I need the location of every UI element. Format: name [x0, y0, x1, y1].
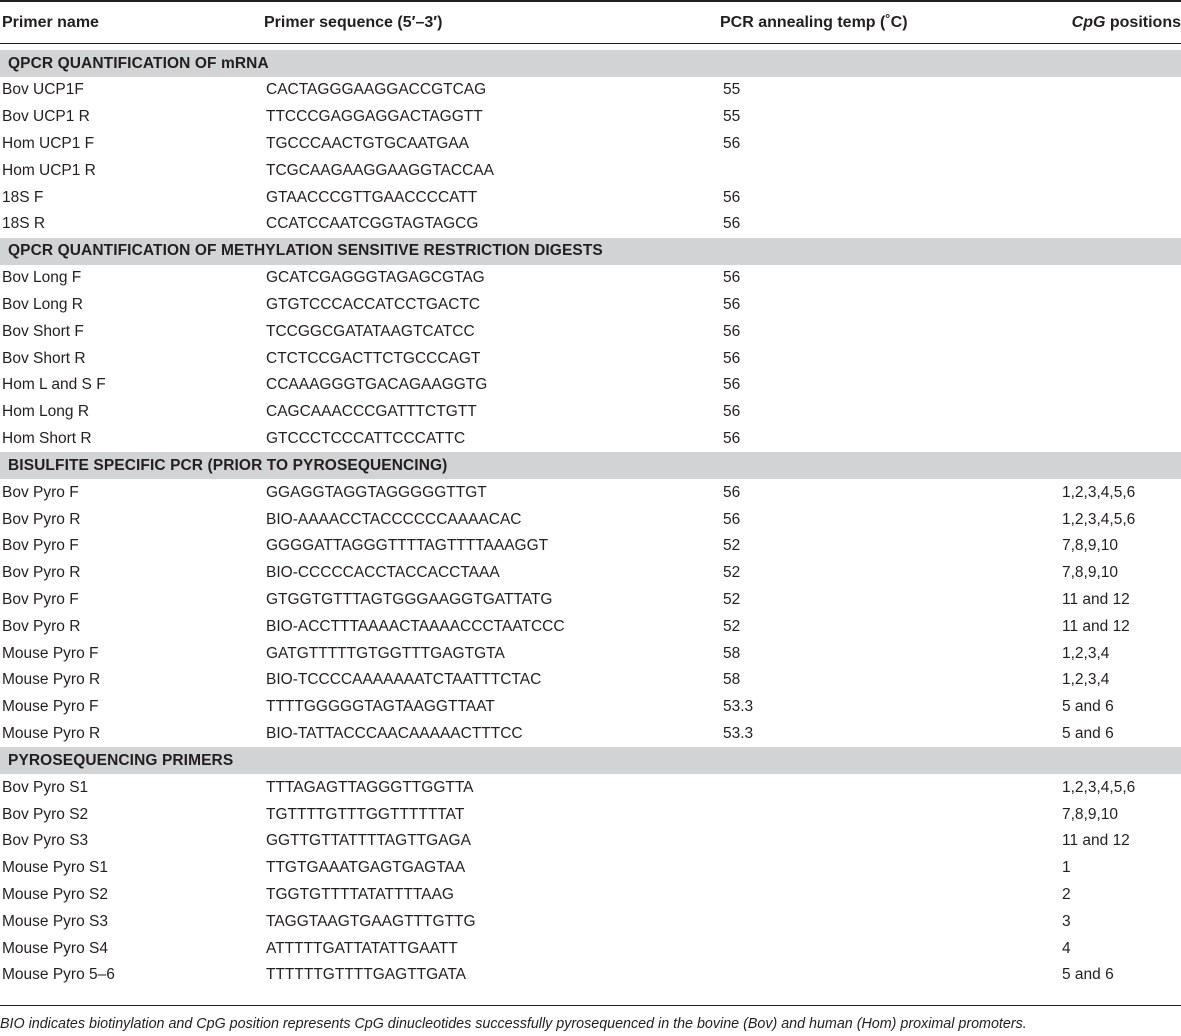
annealing-temp-cell: 58 [723, 644, 741, 662]
primer-sequence-cell: GGTTGTTATTTTAGTTGAGA [266, 832, 471, 850]
header-primer-sequence: Primer sequence (5′–3′) [262, 2, 718, 44]
table-row [0, 345, 1181, 372]
cpg-positions-cell [1058, 372, 1181, 399]
header-row [0, 2, 1181, 44]
primer-name-cell: 18S R [2, 215, 46, 233]
cpg-positions-cell [1058, 265, 1181, 292]
primer-sequence-cell: BIO-AAAACCTACCCCCCAAAACAC [266, 510, 522, 528]
section-title: QPCR QUANTIFICATION OF mRNA [0, 50, 1181, 77]
annealing-temp-cell: 56 [723, 376, 741, 394]
table-row [0, 184, 1181, 211]
table-row [0, 77, 1181, 104]
cpg-positions-cell: 7,8,9,10 [1062, 805, 1119, 823]
primer-sequence-cell: CCATCCAATCGGTAGTAGCG [266, 215, 479, 233]
table-row [0, 613, 1181, 640]
cpg-positions-cell: 5 and 6 [1062, 724, 1114, 742]
table-row [0, 104, 1181, 131]
primer-name-cell: Bov Long R [2, 295, 83, 313]
cpg-positions-cell: 4 [1062, 939, 1071, 957]
annealing-temp-cell [718, 828, 1058, 855]
cpg-positions-cell: 1,2,3,4 [1062, 644, 1110, 662]
table-row [0, 935, 1181, 962]
cpg-positions-cell: 11 and 12 [1062, 590, 1130, 608]
primer-name-cell: Hom Long R [2, 403, 90, 421]
annealing-temp-cell: 53.3 [723, 698, 754, 716]
cpg-positions-cell [1058, 426, 1181, 453]
annealing-temp-cell: 56 [723, 349, 741, 367]
primer-sequence-cell: GCATCGAGGGTAGAGCGTAG [266, 269, 485, 287]
annealing-temp-cell: 55 [723, 108, 741, 126]
annealing-temp-cell: 56 [723, 403, 741, 421]
primer-sequence-cell: TGGTGTTTTATATTTTAAG [266, 885, 454, 903]
table-row [0, 640, 1181, 667]
primer-sequence-cell: BIO-TATTACCCAACAAAAACTTTCC [266, 724, 523, 742]
table-row [0, 479, 1181, 506]
annealing-temp-cell: 56 [723, 269, 741, 287]
cpg-positions-cell: 2 [1062, 885, 1071, 903]
header-cpg-rest: positions [1105, 13, 1181, 31]
cpg-positions-cell [1058, 211, 1181, 238]
table-row [0, 882, 1181, 909]
primer-sequence-cell: TGTTTTGTTTGGTTTTTTAT [266, 805, 465, 823]
cpg-positions-cell [1058, 184, 1181, 211]
annealing-temp-cell: 56 [723, 510, 741, 528]
annealing-temp-cell: 55 [723, 81, 741, 99]
cpg-positions-cell [1058, 157, 1181, 184]
cpg-positions-cell [1058, 104, 1181, 131]
primer-sequence-cell: GGAGGTAGGTAGGGGGTTGT [266, 483, 487, 501]
primer-name-cell: 18S F [2, 188, 44, 206]
section-header-row [0, 747, 1181, 774]
cpg-positions-cell: 7,8,9,10 [1062, 564, 1119, 582]
primer-name-cell: Mouse Pyro S2 [2, 885, 108, 903]
primer-sequence-cell: GGGGATTAGGGTTTTAGTTTTAAAGGT [266, 537, 549, 555]
cpg-positions-cell: 1,2,3,4 [1062, 671, 1110, 689]
table-row [0, 506, 1181, 533]
annealing-temp-cell [718, 157, 1058, 184]
table-body [0, 44, 1181, 989]
table-row [0, 962, 1181, 989]
primer-sequence-cell: TAGGTAAGTGAAGTTTGTTG [266, 912, 476, 930]
primer-sequence-cell: TTTTTTGTTTTGAGTTGATA [266, 966, 467, 984]
cpg-positions-cell [1058, 345, 1181, 372]
table-row [0, 721, 1181, 748]
annealing-temp-cell: 53.3 [723, 724, 754, 742]
cpg-positions-cell: 1 [1062, 859, 1071, 877]
primer-name-cell: Bov Pyro R [2, 617, 81, 635]
bottom-rule [0, 1005, 1181, 1006]
primer-sequence-cell: GTCCCTCCCATTCCCATTC [266, 429, 466, 447]
section-header-row [0, 452, 1181, 479]
primer-name-cell: Bov Pyro F [2, 483, 79, 501]
primer-table [0, 2, 1181, 989]
primer-name-cell: Mouse Pyro R [2, 724, 101, 742]
header-primer-name: Primer name [0, 2, 262, 44]
primer-name-cell: Mouse Pyro 5–6 [2, 966, 115, 984]
annealing-temp-cell [718, 774, 1058, 801]
annealing-temp-cell: 56 [723, 295, 741, 313]
table-row [0, 292, 1181, 319]
table-row [0, 828, 1181, 855]
footnote: BIO indicates biotinylation and CpG position represents CpG dinucleotides successfully pyrosequenced in the bovine (Bov) and human (Hom) proximal promoters. [0, 1016, 1027, 1032]
section-header-row [0, 50, 1181, 77]
table-row [0, 372, 1181, 399]
annealing-temp-cell [718, 855, 1058, 882]
primer-sequence-cell: TTGTGAAATGAGTGAGTAA [266, 859, 466, 877]
primer-name-cell: Hom L and S F [2, 376, 106, 394]
annealing-temp-cell: 56 [723, 429, 741, 447]
annealing-temp-cell: 56 [723, 322, 741, 340]
primer-sequence-cell: CACTAGGGAAGGACCGTCAG [266, 81, 487, 99]
table-row [0, 560, 1181, 587]
annealing-temp-cell: 52 [723, 537, 741, 555]
primer-name-cell: Bov Pyro R [2, 564, 81, 582]
annealing-temp-cell: 56 [723, 134, 741, 152]
cpg-positions-cell: 5 and 6 [1062, 966, 1114, 984]
primer-sequence-cell: GTGTCCCACCATCCTGACTC [266, 295, 481, 313]
cpg-positions-cell [1058, 292, 1181, 319]
cpg-positions-cell: 1,2,3,4,5,6 [1062, 510, 1136, 528]
primer-sequence-cell: CTCTCCGACTTCTGCCCAGT [266, 349, 481, 367]
header-cpg-positions [1058, 2, 1181, 44]
primer-name-cell: Mouse Pyro S3 [2, 912, 108, 930]
primer-name-cell: Bov Long F [2, 269, 82, 287]
cpg-positions-cell: 1,2,3,4,5,6 [1062, 483, 1136, 501]
cpg-positions-cell: 7,8,9,10 [1062, 537, 1119, 555]
section-title: BISULFITE SPECIFIC PCR (PRIOR TO PYROSEQUENCING) [0, 452, 1181, 479]
table-row [0, 533, 1181, 560]
primer-name-cell: Bov Pyro F [2, 537, 79, 555]
table-row [0, 908, 1181, 935]
annealing-temp-cell: 52 [723, 564, 741, 582]
cpg-positions-cell: 3 [1062, 912, 1071, 930]
primer-name-cell: Bov Pyro R [2, 510, 81, 528]
table-row [0, 855, 1181, 882]
primer-sequence-cell: TTTTGGGGGTAGTAAGGTTAAT [266, 698, 495, 716]
primer-sequence-cell: CCAAAGGGTGACAGAAGGTG [266, 376, 488, 394]
primer-sequence-cell: ATTTTTGATTATATTGAATT [266, 939, 458, 957]
table-row [0, 157, 1181, 184]
annealing-temp-cell [718, 962, 1058, 989]
primer-name-cell: Mouse Pyro S1 [2, 859, 108, 877]
table-row [0, 801, 1181, 828]
table-row [0, 587, 1181, 614]
table-row [0, 265, 1181, 292]
primer-name-cell: Bov Pyro F [2, 590, 79, 608]
annealing-temp-cell: 56 [723, 483, 741, 501]
annealing-temp-cell: 56 [723, 188, 741, 206]
primer-name-cell: Bov Pyro S2 [2, 805, 89, 823]
table-row [0, 211, 1181, 238]
primer-name-cell: Bov UCP1F [2, 81, 84, 99]
primer-sequence-cell: TGCCCAACTGTGCAATGAA [266, 134, 469, 152]
table-row [0, 399, 1181, 426]
cpg-positions-cell [1058, 77, 1181, 104]
table-row [0, 426, 1181, 453]
cpg-positions-cell [1058, 131, 1181, 158]
section-title: PYROSEQUENCING PRIMERS [0, 747, 1181, 774]
primer-name-cell: Hom UCP1 R [2, 161, 96, 179]
annealing-temp-cell [718, 882, 1058, 909]
primer-sequence-cell: TCCGGCGATATAAGTCATCC [266, 322, 475, 340]
table-row [0, 667, 1181, 694]
primer-name-cell: Bov UCP1 R [2, 108, 90, 126]
primer-name-cell: Hom Short R [2, 429, 92, 447]
primer-sequence-cell: TCGCAAGAAGGAAGGTACCAA [266, 161, 494, 179]
cpg-positions-cell [1058, 399, 1181, 426]
primer-name-cell: Hom UCP1 F [2, 134, 95, 152]
primer-sequence-cell: TTTAGAGTTAGGGTTGGTTA [266, 778, 474, 796]
header-annealing-temp: PCR annealing temp (˚C) [718, 2, 1058, 44]
header-cpg-italic: CpG [1071, 13, 1106, 31]
primer-name-cell: Bov Short R [2, 349, 86, 367]
annealing-temp-cell: 56 [723, 215, 741, 233]
table-row [0, 774, 1181, 801]
annealing-temp-cell: 58 [723, 671, 741, 689]
annealing-temp-cell [718, 935, 1058, 962]
primer-sequence-cell: BIO-CCCCCACCTACCACCTAAA [266, 564, 500, 582]
annealing-temp-cell [718, 908, 1058, 935]
primer-name-cell: Mouse Pyro F [2, 644, 99, 662]
primer-sequence-cell: CAGCAAACCCGATTTCTGTT [266, 403, 477, 421]
primer-sequence-cell: GTGGTGTTTAGTGGGAAGGTGATTATG [266, 590, 553, 608]
primer-name-cell: Mouse Pyro F [2, 698, 99, 716]
cpg-positions-cell [1058, 318, 1181, 345]
primer-sequence-cell: GTAACCCGTTGAACCCCATT [266, 188, 478, 206]
primer-name-cell: Mouse Pyro R [2, 671, 101, 689]
primer-sequence-cell: GATGTTTTTGTGGTTTGAGTGTA [266, 644, 505, 662]
primer-name-cell: Bov Short F [2, 322, 84, 340]
annealing-temp-cell [718, 801, 1058, 828]
primer-name-cell: Mouse Pyro S4 [2, 939, 108, 957]
table-row [0, 318, 1181, 345]
section-header-row [0, 238, 1181, 265]
annealing-temp-cell: 52 [723, 617, 741, 635]
primer-sequence-cell: BIO-ACCTTTAAAACTAAAACCCTAATCCC [266, 617, 565, 635]
primer-name-cell: Bov Pyro S3 [2, 832, 89, 850]
primer-sequence-cell: TTCCCGAGGAGGACTAGGTT [266, 108, 483, 126]
section-title: QPCR QUANTIFICATION OF METHYLATION SENSITIVE RESTRICTION DIGESTS [0, 238, 1181, 265]
cpg-positions-cell: 5 and 6 [1062, 698, 1114, 716]
cpg-positions-cell: 11 and 12 [1062, 832, 1130, 850]
cpg-positions-cell: 1,2,3,4,5,6 [1062, 778, 1136, 796]
annealing-temp-cell: 52 [723, 590, 741, 608]
cpg-positions-cell: 11 and 12 [1062, 617, 1130, 635]
table-row [0, 131, 1181, 158]
primer-sequence-cell: BIO-TCCCCAAAAAAATCTAATTTCTAC [266, 671, 542, 689]
primer-name-cell: Bov Pyro S1 [2, 778, 89, 796]
table-row [0, 694, 1181, 721]
